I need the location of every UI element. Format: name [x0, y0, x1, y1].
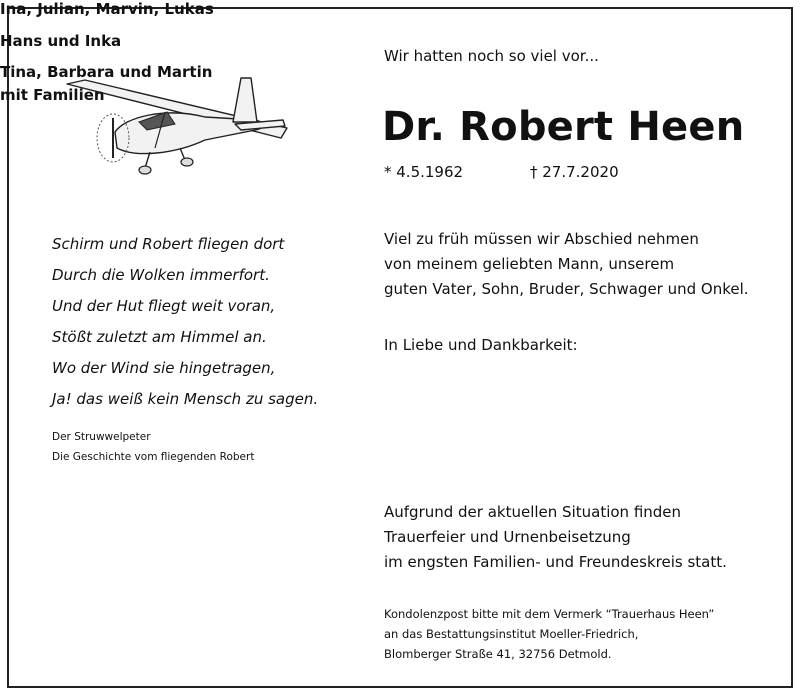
motto: Wir hatten noch so viel vor... [384, 47, 599, 65]
poem-line: Wo der Wind sie hingetragen, [52, 359, 276, 377]
deceased-name: Dr. Robert Heen [382, 104, 745, 150]
poem-line: Ja! das weiß kein Mensch zu sagen. [52, 390, 319, 408]
mourner-line: Tina, Barbara und Martin [0, 63, 213, 81]
birth-date: * 4.5.1962 [384, 163, 464, 181]
poem-line: Und der Hut fliegt weit voran, [52, 297, 276, 315]
source-line: Der Struwwelpeter [52, 431, 151, 443]
poem [52, 229, 318, 415]
notice-line: Trauerfeier und Urnenbeisetzung [384, 528, 631, 546]
mourner-line: mit Familien [0, 86, 105, 104]
farewell-text [384, 227, 749, 302]
address-line: Blomberger Straße 41, 32756 Detmold. [384, 647, 612, 661]
love-label: In Liebe und Dankbarkeit: [384, 336, 578, 354]
poem-line: Durch die Wolken immerfort. [52, 266, 270, 284]
farewell-line: guten Vater, Sohn, Bruder, Schwager und Onkel. [384, 280, 749, 298]
death-date: † 27.7.2020 [530, 163, 619, 181]
notice-line: im engsten Familien- und Freundeskreis statt. [384, 553, 727, 571]
mourner-line: Ina, Julian, Marvin, Lukas [0, 0, 214, 18]
condolence-address [384, 604, 714, 664]
poem-line: Stößt zuletzt am Himmel an. [52, 328, 267, 346]
address-line: an das Bestattungsinstitut Moeller-Friedrich, [384, 627, 639, 641]
poem-line: Schirm und Robert fliegen dort [52, 235, 285, 253]
mourner-line: Hans und Inka [0, 32, 122, 50]
ceremony-notice [384, 500, 727, 575]
address-line: Kondolenzpost bitte mit dem Vermerk “Trauerhaus Heen” [384, 607, 715, 621]
notice-line: Aufgrund der aktuellen Situation finden [384, 503, 682, 521]
farewell-line: von meinem geliebten Mann, unserem [384, 255, 675, 273]
source-line: Die Geschichte vom fliegenden Robert [52, 451, 255, 463]
farewell-line: Viel zu früh müssen wir Abschied nehmen [384, 230, 699, 248]
poem-source [52, 427, 254, 467]
